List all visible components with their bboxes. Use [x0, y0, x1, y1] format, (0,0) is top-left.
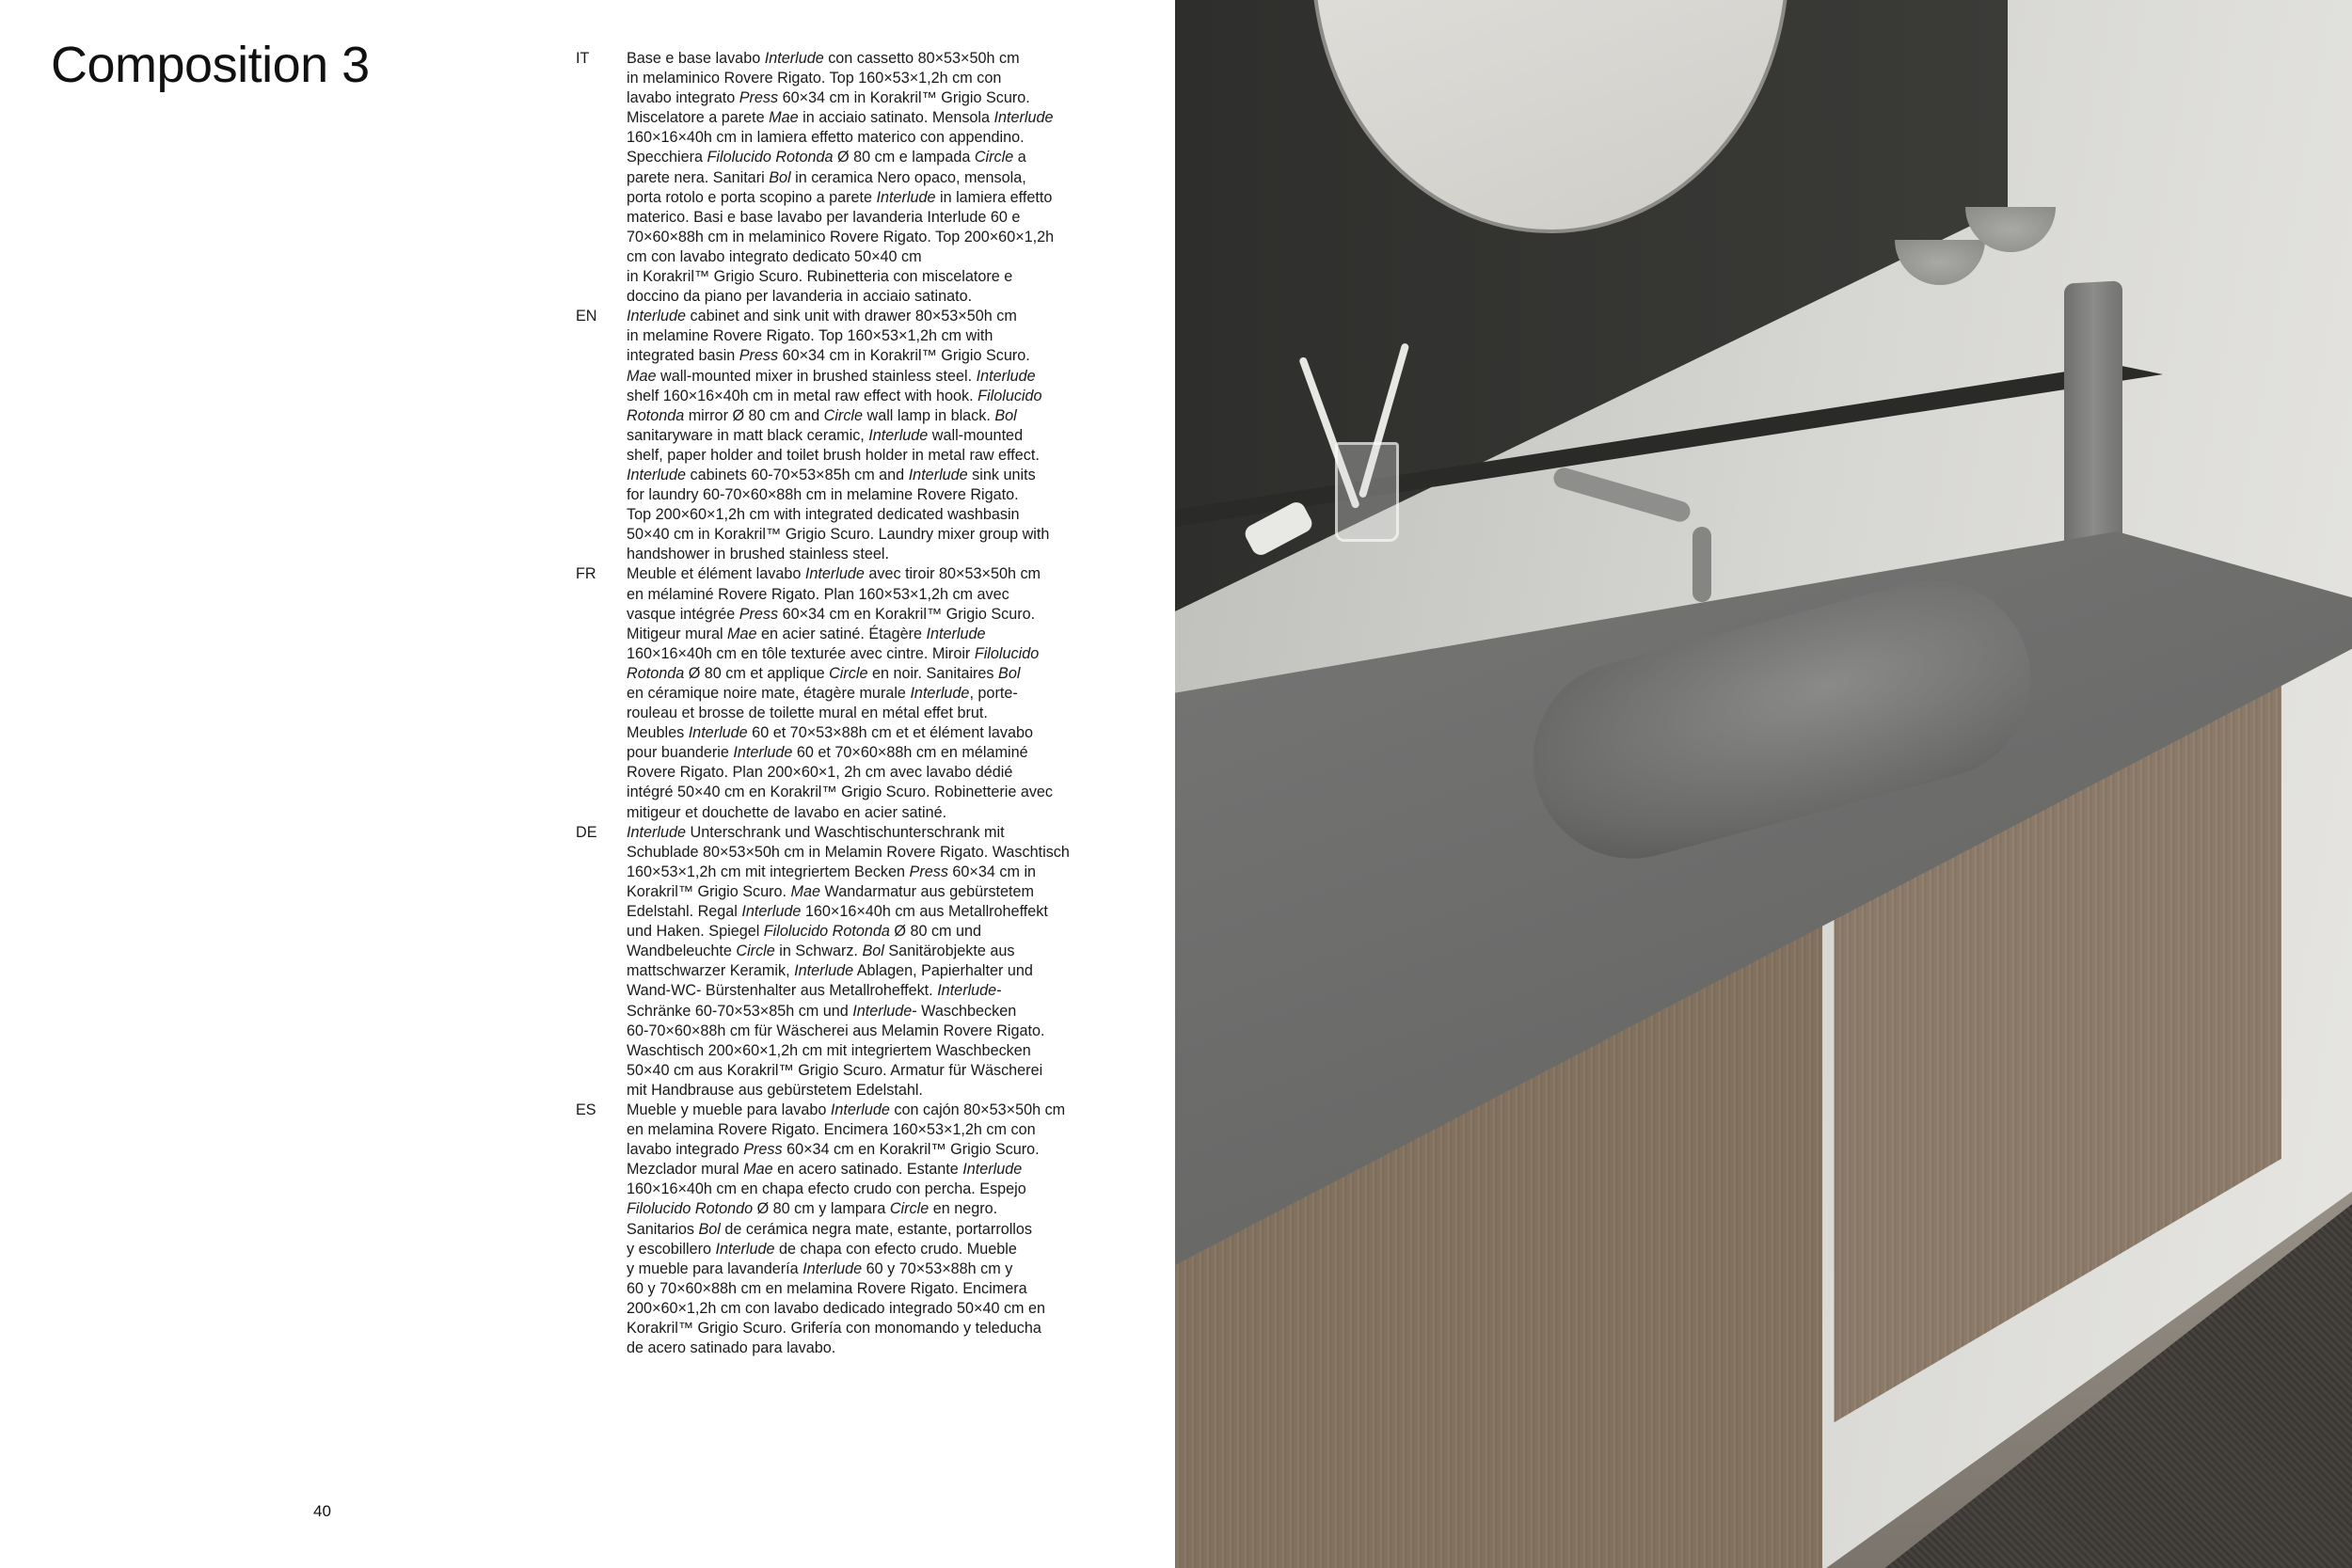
text-line [627, 803, 1084, 823]
product-name: Filolucido Rotonda [707, 149, 834, 166]
product-name: Interlude [627, 308, 686, 325]
language-code: DE [576, 823, 597, 841]
text-segment: parete nera. Sanitari [627, 168, 770, 186]
text-segment: Sanitarios [627, 1220, 699, 1238]
text-segment: Wandarmatur aus gebürstetem [820, 882, 1035, 900]
text-segment: in melamine Rovere Rigato. Top 160×53×1,2h cm with [627, 327, 993, 345]
tap-spout [1692, 527, 1711, 602]
text-line [627, 406, 1084, 426]
text-line [627, 942, 1084, 961]
product-name: Interlude [688, 724, 748, 742]
description-it [576, 49, 1084, 307]
text-line [627, 485, 1084, 505]
product-name: Interlude [868, 426, 929, 444]
text-segment: 160×16×40h cm in lamiera effetto materico con appendino. [627, 129, 1025, 147]
text-segment: Ø 80 cm y lampara [753, 1200, 890, 1218]
text-segment: Wandbeleuchte [627, 942, 737, 960]
text-segment: Top 200×60×1,2h cm with integrated dedicated washbasin [627, 506, 1020, 524]
product-name: Bol [862, 942, 884, 960]
text-segment: Unterschrank und Waschtischunterschrank mit [686, 823, 1005, 841]
text-segment: intégré 50×40 cm en Korakril™ Grigio Scuro. Robinetterie avec [627, 784, 1054, 801]
product-name: Interlude [908, 466, 968, 483]
text-segment: Waschtisch 200×60×1,2h cm mit integriertem Waschbecken [627, 1041, 1031, 1059]
text-segment: 60×34 cm in Korakril™ Grigio Scuro. [778, 347, 1030, 365]
text-segment: vasque intégrée [627, 605, 739, 623]
text-line [627, 863, 1084, 882]
product-name: Interlude [627, 823, 686, 841]
product-name: Press [739, 347, 779, 365]
text-segment: 60-70×60×88h cm für Wäscherei aus Melamin Rovere Rigato. [627, 1022, 1045, 1039]
text-segment: 160×16×40h cm en chapa efecto crudo con percha. Espejo [627, 1180, 1026, 1198]
text-segment: Schränke 60-70×53×85h cm und [627, 1002, 853, 1020]
text-segment: avec tiroir 80×53×50h cm [864, 565, 1041, 583]
text-segment: integrated basin [627, 347, 739, 365]
product-name: Interlude [910, 685, 970, 702]
product-name: Circle [974, 149, 1014, 166]
product-name: Press [739, 605, 779, 623]
text-line [627, 545, 1084, 564]
product-name: Circle [829, 664, 868, 682]
language-code: EN [576, 308, 597, 325]
text-line [627, 902, 1084, 922]
text-segment: 60×34 cm in [947, 863, 1037, 880]
text-segment: en negro. [929, 1200, 998, 1218]
product-name: Mae [727, 625, 757, 642]
text-segment: in Korakril™ Grigio Scuro. Rubinetteria con miscelatore e [627, 268, 1013, 286]
text-segment: in acciaio satinato. Mensola [798, 109, 994, 127]
product-name: Mae [769, 109, 799, 127]
text-segment: in melaminico Rovere Rigato. Top 160×53×1,2h cm con [627, 70, 1002, 87]
text-line [627, 585, 1084, 605]
text-line [627, 1279, 1084, 1299]
text-line [627, 1319, 1084, 1338]
text-segment: en céramique noire mate, étagère murale [627, 685, 911, 702]
text-line [627, 1240, 1084, 1259]
text-segment: sink units [967, 466, 1036, 483]
text-line [596, 564, 1084, 584]
text-segment: pour buanderie [627, 744, 734, 762]
text-segment: 200×60×1,2h cm con lavabo dedicado integrado 50×40 cm en [627, 1299, 1046, 1317]
text-segment: 60 et 70×53×88h cm et et élément lavabo [747, 724, 1033, 742]
text-segment: 60×34 cm en Korakril™ Grigio Scuro. [782, 1141, 1040, 1159]
product-name: Interlude [962, 1161, 1023, 1179]
text-line [627, 723, 1084, 743]
text-segment: Schublade 80×53×50h cm in Melamin Rovere Rigato. Waschtisch [627, 843, 1070, 861]
text-segment: 60×34 cm in Korakril™ Grigio Scuro. [778, 89, 1030, 107]
text-segment: wall-mounted mixer in brushed stainless steel. [656, 367, 977, 385]
product-name: Bol [769, 168, 791, 186]
text-line [596, 1101, 1084, 1120]
text-segment: shelf, paper holder and toilet brush holder in metal raw effect. [627, 446, 1040, 464]
text-segment: con cassetto 80×53×50h cm [823, 50, 1020, 67]
text-line [627, 387, 1084, 406]
text-segment: en acero satinado. Estante [772, 1161, 963, 1179]
text-line [627, 1140, 1084, 1160]
text-line [627, 981, 1084, 1001]
product-name: Filolucido [977, 387, 1042, 404]
text-line [627, 961, 1084, 981]
text-line [596, 307, 1084, 326]
text-segment: Wand-WC- Bürstenhalter aus Metallroheffekt. [627, 982, 938, 1000]
text-segment: in ceramica Nero opaco, mensola, [790, 168, 1026, 186]
product-name: Filolucido [974, 644, 1040, 662]
text-segment: cm con lavabo integrato dedicato 50×40 cm [627, 247, 922, 265]
product-name: Interlude [830, 1101, 890, 1118]
text-segment: sanitaryware in matt black ceramic, [627, 426, 869, 444]
product-name: Interlude [976, 367, 1036, 385]
text-segment: 160×53×1,2h cm mit integriertem Becken [627, 863, 910, 880]
text-segment: Rovere Rigato. Plan 200×60×1, 2h cm avec lavabo dédié [627, 764, 1013, 782]
product-name: Interlude [876, 188, 936, 206]
text-line [627, 426, 1084, 446]
text-segment: Base e base lavabo [627, 50, 765, 67]
text-segment: 60 et 70×60×88h cm en mélaminé [792, 744, 1028, 762]
text-segment: de chapa con efecto crudo. Mueble [774, 1240, 1017, 1258]
text-segment: 60 y 70×53×88h cm y [862, 1259, 1013, 1277]
text-segment: rouleau et brosse de toilette mural en métal effet brut. [627, 705, 988, 722]
text-segment: porta rotolo e porta scopino a parete [627, 188, 877, 206]
text-segment: y escobillero [627, 1240, 716, 1258]
text-segment: - [996, 982, 1002, 1000]
product-name: Press [909, 863, 948, 880]
product-name: Interlude [627, 466, 686, 483]
language-code: ES [576, 1101, 596, 1118]
text-segment: Korakril™ Grigio Scuro. Grifería con monomando y teleducha [627, 1320, 1041, 1337]
text-segment: 60 y 70×60×88h cm en melamina Rovere Rigato. Encimera [627, 1279, 1027, 1297]
text-segment: Specchiera [627, 149, 707, 166]
text-line [627, 882, 1084, 902]
text-segment: und Haken. Spiegel [627, 923, 764, 941]
text-line [627, 1081, 1084, 1101]
product-name: Interlude [764, 50, 824, 67]
text-segment: mattschwarzer Keramik, [627, 962, 795, 980]
product-name: Interlude [741, 903, 802, 921]
text-segment: Korakril™ Grigio Scuro. [627, 882, 791, 900]
text-line [627, 367, 1084, 387]
text-line [627, 664, 1084, 684]
product-name: Rotonda [627, 664, 685, 682]
text-segment: Mezclador mural [627, 1161, 744, 1179]
text-line [627, 346, 1084, 366]
language-code: IT [576, 50, 590, 67]
product-name: Interlude [803, 1259, 863, 1277]
text-segment: Mueble y mueble para lavabo [627, 1101, 831, 1118]
text-line [627, 763, 1084, 783]
text-line [627, 267, 1084, 287]
text-line [627, 208, 1084, 228]
text-segment: in Schwarz. [774, 942, 863, 960]
text-segment: cabinets 60-70×53×85h cm and [686, 466, 909, 483]
text-segment: mitigeur et douchette de lavabo en acier satiné. [627, 803, 947, 821]
text-segment: , porte- [969, 685, 1018, 702]
text-segment: Ø 80 cm e lampada [833, 149, 975, 166]
text-segment: de cerámica negra mate, estante, portarrollos [720, 1220, 1032, 1238]
text-line [627, 1220, 1084, 1240]
product-name: Interlude [733, 744, 793, 762]
text-segment: 50×40 cm in Korakril™ Grigio Scuro. Laundry mixer group with [627, 526, 1050, 544]
product-name: Interlude [794, 962, 854, 980]
description-de [576, 823, 1084, 1101]
product-name: Press [743, 1141, 783, 1159]
text-line [627, 505, 1084, 525]
product-name: Rotonda [627, 406, 685, 424]
text-line [627, 128, 1084, 148]
text-segment: Miscelatore a parete [627, 109, 770, 127]
page-title: Composition 3 [51, 37, 370, 93]
text-line [627, 1022, 1084, 1041]
text-segment: 50×40 cm aus Korakril™ Grigio Scuro. Armatur für Wäscherei [627, 1061, 1043, 1079]
product-name: Interlude [852, 1002, 913, 1020]
text-line [627, 88, 1084, 108]
toothbrush-glass [1335, 442, 1399, 542]
text-segment: con cajón 80×53×50h cm [889, 1101, 1066, 1118]
description-column [576, 49, 1084, 1358]
product-name: Mae [627, 367, 657, 385]
description-en [576, 307, 1084, 564]
product-name: Filolucido Rotondo [627, 1200, 754, 1218]
text-segment: in lamiera effetto [935, 188, 1053, 206]
text-line [627, 1002, 1084, 1022]
text-line [627, 525, 1084, 545]
text-segment: Sanitärobjekte aus [883, 942, 1015, 960]
text-segment: 60×34 cm en Korakril™ Grigio Scuro. [778, 605, 1036, 623]
text-segment: for laundry 60-70×60×88h cm in melamine Rovere Rigato. [627, 486, 1019, 504]
text-segment: Ø 80 cm und [889, 923, 982, 941]
left-page [0, 0, 1175, 1568]
text-line [627, 69, 1084, 88]
text-line [627, 247, 1084, 267]
text-segment: en melamina Rovere Rigato. Encimera 160×53×1,2h cm con [627, 1121, 1036, 1139]
text-line [627, 148, 1084, 167]
text-line [627, 466, 1084, 485]
text-segment: lavabo integrato [627, 89, 739, 107]
text-line [627, 168, 1084, 188]
text-segment: 70×60×88h cm in melaminico Rovere Rigato. Top 200×60×1,2h [627, 228, 1055, 245]
product-name: Circle [889, 1200, 930, 1218]
page-number: 40 [313, 1502, 331, 1520]
text-line [627, 108, 1084, 128]
product-name: Bol [698, 1220, 721, 1238]
product-name: Filolucido Rotonda [763, 923, 890, 941]
text-line [627, 188, 1084, 208]
text-segment: mit Handbrause aus gebürstetem Edelstahl. [627, 1081, 923, 1099]
text-line [627, 326, 1084, 346]
text-segment: Mitigeur mural [627, 625, 728, 642]
text-line [627, 1120, 1084, 1140]
text-segment: lavabo integrado [627, 1141, 744, 1159]
text-line [627, 783, 1084, 802]
text-line [627, 446, 1084, 466]
text-segment: Meuble et élément lavabo [627, 565, 805, 583]
product-name: Circle [823, 406, 864, 424]
text-segment: cabinet and sink unit with drawer 80×53×50h cm [686, 308, 1017, 325]
text-line [627, 1180, 1084, 1199]
text-line [627, 922, 1084, 942]
text-line [627, 287, 1084, 307]
text-segment: a [1013, 149, 1026, 166]
product-name: Mae [790, 882, 821, 900]
text-line [627, 1299, 1084, 1319]
text-line [627, 1259, 1084, 1279]
product-name: Bol [994, 406, 1017, 424]
product-name: Interlude [804, 565, 865, 583]
text-segment: wall-mounted [928, 426, 1024, 444]
text-segment: doccino da piano per lavanderia in acciaio satinato. [627, 288, 973, 306]
text-segment: 160×16×40h cm aus Metallroheffekt [801, 903, 1048, 921]
text-line [596, 49, 1084, 69]
text-segment: Edelstahl. Regal [627, 903, 742, 921]
text-segment: en noir. Sanitaires [867, 664, 999, 682]
text-segment: materico. Basi e base lavabo per lavanderia Interlude 60 e [627, 208, 1021, 226]
text-line [596, 823, 1084, 843]
text-line [627, 704, 1084, 723]
text-segment: Ablagen, Papierhalter und [853, 962, 1033, 980]
text-segment: en acier satiné. Étagère [756, 625, 927, 642]
text-segment: y mueble para lavandería [627, 1259, 803, 1277]
text-segment: en mélaminé Rovere Rigato. Plan 160×53×1,2h cm avec [627, 585, 1009, 603]
text-segment: de acero satinado para lavabo. [627, 1339, 836, 1357]
text-line [627, 644, 1084, 664]
text-segment: Ø 80 cm et applique [684, 664, 830, 682]
text-line [627, 743, 1084, 763]
text-line [627, 684, 1084, 704]
text-segment: Meubles [627, 724, 689, 742]
text-segment: 160×16×40h cm en tôle texturée avec cintre. Miroir [627, 644, 975, 662]
product-name: Interlude [926, 625, 986, 642]
text-line [627, 1199, 1084, 1219]
text-segment: mirror Ø 80 cm and [684, 406, 824, 424]
product-name: Mae [743, 1161, 773, 1179]
text-segment: shelf 160×16×40h cm in metal raw effect with hook. [627, 387, 978, 404]
text-segment: handshower in brushed stainless steel. [627, 546, 889, 563]
text-line [627, 1338, 1084, 1358]
bathroom-photo [1175, 0, 2352, 1568]
text-line [627, 1041, 1084, 1061]
description-fr [576, 564, 1084, 822]
text-segment: - Waschbecken [912, 1002, 1017, 1020]
product-name: Interlude [937, 982, 997, 1000]
product-name: Interlude [993, 109, 1054, 127]
product-name: Circle [736, 942, 775, 960]
language-code: FR [576, 565, 596, 583]
product-name: Bol [998, 664, 1021, 682]
text-line [627, 1061, 1084, 1081]
product-name: Interlude [715, 1240, 775, 1258]
text-line [627, 625, 1084, 644]
text-segment: wall lamp in black. [863, 406, 995, 424]
text-line [627, 228, 1084, 247]
text-line [627, 843, 1084, 863]
text-line [627, 605, 1084, 625]
product-name: Press [739, 89, 779, 107]
text-line [627, 1160, 1084, 1180]
description-es [576, 1101, 1084, 1358]
